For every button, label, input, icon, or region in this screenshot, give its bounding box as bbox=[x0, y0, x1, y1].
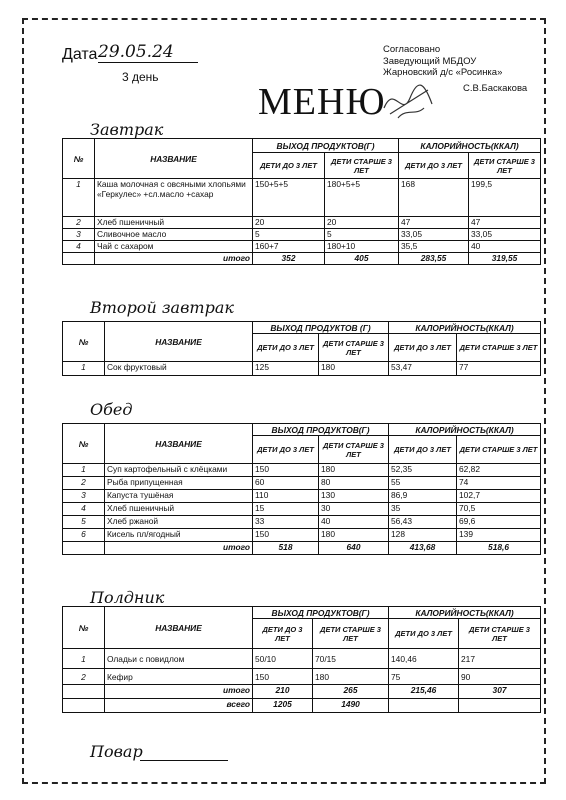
col-over3: ДЕТИ СТАРШЕ 3 ЛЕТ bbox=[457, 334, 541, 362]
row-name: Каша молочная с овсяными хлопьями «Геркулес» +сл.масло +сахар bbox=[95, 179, 253, 217]
col-cal: КАЛОРИЙНОСТЬ(ККАЛ) bbox=[389, 607, 541, 619]
row-c1: 140,46 bbox=[389, 649, 459, 669]
row-name: Хлеб ржаной bbox=[105, 516, 253, 529]
row-c1: 53,47 bbox=[389, 362, 457, 376]
snack-table bbox=[62, 606, 541, 713]
row-num: 6 bbox=[63, 529, 105, 542]
row-c1: 86,9 bbox=[389, 490, 457, 503]
row-c2: 69,6 bbox=[457, 516, 541, 529]
row-y1: 5 bbox=[253, 229, 325, 241]
col-under3: ДЕТИ ДО 3 ЛЕТ bbox=[399, 153, 469, 179]
row-c1: 35 bbox=[389, 503, 457, 516]
total-label: итого bbox=[95, 253, 253, 265]
total-c2: 319,55 bbox=[469, 253, 541, 265]
section-title-snack: Полдник bbox=[90, 588, 165, 607]
col-name: НАЗВАНИЕ bbox=[105, 607, 253, 649]
table-row bbox=[63, 241, 541, 253]
page-title: МЕНЮ bbox=[258, 81, 386, 123]
row-y2: 20 bbox=[325, 217, 399, 229]
row-name: Суп картофельный с клёцками bbox=[105, 464, 253, 477]
col-num: № bbox=[63, 424, 105, 464]
row-y2: 70/15 bbox=[313, 649, 389, 669]
approval-line: Жарновский д/с «Росинка» bbox=[383, 67, 503, 78]
row-name: Кисель пл/ягодный bbox=[105, 529, 253, 542]
table-row bbox=[63, 229, 541, 241]
table-row bbox=[63, 179, 541, 217]
second-breakfast-table bbox=[62, 321, 541, 376]
row-c1: 168 bbox=[399, 179, 469, 217]
row-c2: 62,82 bbox=[457, 464, 541, 477]
row-y2: 80 bbox=[319, 477, 389, 490]
col-under3: ДЕТИ ДО 3 ЛЕТ bbox=[253, 436, 319, 464]
table-row bbox=[63, 503, 541, 516]
col-over3: ДЕТИ СТАРШЕ 3 ЛЕТ bbox=[319, 334, 389, 362]
row-num: 1 bbox=[63, 362, 105, 376]
row-c1: 33,05 bbox=[399, 229, 469, 241]
date-value: 29.05.24 bbox=[98, 42, 198, 63]
total-c2: 518,6 bbox=[457, 542, 541, 555]
row-name: Капуста тушёная bbox=[105, 490, 253, 503]
col-under3: ДЕТИ ДО 3 ЛЕТ bbox=[253, 153, 325, 179]
row-y2: 180 bbox=[319, 362, 389, 376]
total-c2: 307 bbox=[459, 685, 541, 699]
grand-total-label: всего bbox=[105, 699, 253, 713]
col-over3: ДЕТИ СТАРШЕ 3 ЛЕТ bbox=[459, 619, 541, 649]
row-num: 2 bbox=[63, 217, 95, 229]
table-row bbox=[63, 516, 541, 529]
row-num: 4 bbox=[63, 241, 95, 253]
total-label: итого bbox=[105, 542, 253, 555]
col-yield: ВЫХОД ПРОДУКТОВ (Г) bbox=[253, 322, 389, 334]
col-cal: КАЛОРИЙНОСТЬ(ККАЛ) bbox=[389, 322, 541, 334]
table-row bbox=[63, 529, 541, 542]
row-name: Кефир bbox=[105, 669, 253, 685]
total-c1: 215,46 bbox=[389, 685, 459, 699]
row-num: 3 bbox=[63, 229, 95, 241]
col-under3: ДЕТИ ДО 3 ЛЕТ bbox=[253, 619, 313, 649]
col-cal: КАЛОРИЙНОСТЬ(ККАЛ) bbox=[399, 139, 541, 153]
breakfast-table bbox=[62, 138, 541, 265]
table-row bbox=[63, 477, 541, 490]
col-num: № bbox=[63, 322, 105, 362]
row-c1: 35,5 bbox=[399, 241, 469, 253]
row-y1: 33 bbox=[253, 516, 319, 529]
total-y1: 210 bbox=[253, 685, 313, 699]
row-c2: 77 bbox=[457, 362, 541, 376]
row-y1: 20 bbox=[253, 217, 325, 229]
lunch-table bbox=[62, 423, 541, 555]
day-label: 3 день bbox=[122, 70, 159, 84]
row-y1: 150 bbox=[253, 529, 319, 542]
col-over3: ДЕТИ СТАРШЕ 3 ЛЕТ bbox=[325, 153, 399, 179]
col-name: НАЗВАНИЕ bbox=[105, 424, 253, 464]
signature-scribble bbox=[380, 78, 440, 124]
grand-total-y1: 1205 bbox=[253, 699, 313, 713]
total-c1: 413,68 bbox=[389, 542, 457, 555]
total-y1: 352 bbox=[253, 253, 325, 265]
row-c2: 33,05 bbox=[469, 229, 541, 241]
row-c2: 199,5 bbox=[469, 179, 541, 217]
col-over3: ДЕТИ СТАРШЕ 3 ЛЕТ bbox=[313, 619, 389, 649]
row-y2: 180+5+5 bbox=[325, 179, 399, 217]
table-row bbox=[63, 490, 541, 503]
row-num: 3 bbox=[63, 490, 105, 503]
col-yield: ВЫХОД ПРОДУКТОВ(Г) bbox=[253, 139, 399, 153]
row-y1: 50/10 bbox=[253, 649, 313, 669]
row-c2: 102,7 bbox=[457, 490, 541, 503]
row-c2: 74 bbox=[457, 477, 541, 490]
row-num: 1 bbox=[63, 179, 95, 217]
row-y2: 180 bbox=[313, 669, 389, 685]
row-y1: 160+7 bbox=[253, 241, 325, 253]
row-name: Хлеб пшеничный bbox=[95, 217, 253, 229]
row-y2: 130 bbox=[319, 490, 389, 503]
total-y2: 405 bbox=[325, 253, 399, 265]
row-y2: 180 bbox=[319, 529, 389, 542]
section-title-lunch: Обед bbox=[90, 400, 133, 419]
row-y1: 150 bbox=[253, 464, 319, 477]
row-y2: 40 bbox=[319, 516, 389, 529]
table-row bbox=[63, 649, 541, 669]
section-title-breakfast: Завтрак bbox=[90, 120, 164, 139]
row-c1: 75 bbox=[389, 669, 459, 685]
total-y1: 518 bbox=[253, 542, 319, 555]
col-name: НАЗВАНИЕ bbox=[105, 322, 253, 362]
row-c2: 40 bbox=[469, 241, 541, 253]
row-y1: 125 bbox=[253, 362, 319, 376]
col-over3: ДЕТИ СТАРШЕ 3 ЛЕТ bbox=[457, 436, 541, 464]
grand-total-y2: 1490 bbox=[313, 699, 389, 713]
section-title-second-breakfast: Второй завтрак bbox=[90, 298, 234, 317]
row-y1: 150+5+5 bbox=[253, 179, 325, 217]
row-c2: 70,5 bbox=[457, 503, 541, 516]
row-y1: 60 bbox=[253, 477, 319, 490]
col-num: № bbox=[63, 607, 105, 649]
approval-line: Согласовано bbox=[383, 44, 441, 55]
approval-block bbox=[383, 44, 528, 94]
row-name: Сливочное масло bbox=[95, 229, 253, 241]
row-num: 4 bbox=[63, 503, 105, 516]
row-y2: 5 bbox=[325, 229, 399, 241]
row-name: Хлеб пшеничный bbox=[105, 503, 253, 516]
approval-name: С.В.Баскакова bbox=[463, 83, 528, 94]
col-under3: ДЕТИ ДО 3 ЛЕТ bbox=[253, 334, 319, 362]
row-num: 2 bbox=[63, 669, 105, 685]
row-c1: 55 bbox=[389, 477, 457, 490]
col-yield: ВЫХОД ПРОДУКТОВ(Г) bbox=[253, 424, 389, 436]
approval-line: Заведующий МБДОУ bbox=[383, 55, 477, 67]
row-y1: 110 bbox=[253, 490, 319, 503]
row-y2: 30 bbox=[319, 503, 389, 516]
row-y1: 15 bbox=[253, 503, 319, 516]
cook-label: Повар bbox=[90, 742, 143, 761]
row-name: Оладьи с повидлом bbox=[105, 649, 253, 669]
table-row bbox=[63, 217, 541, 229]
col-cal: КАЛОРИЙНОСТЬ(ККАЛ) bbox=[389, 424, 541, 436]
col-under3: ДЕТИ ДО 3 ЛЕТ bbox=[389, 619, 459, 649]
row-name: Чай с сахаром bbox=[95, 241, 253, 253]
table-row bbox=[63, 464, 541, 477]
col-over3: ДЕТИ СТАРШЕ 3 ЛЕТ bbox=[469, 153, 541, 179]
col-num: № bbox=[63, 139, 95, 179]
total-y2: 640 bbox=[319, 542, 389, 555]
row-name: Рыба припущенная bbox=[105, 477, 253, 490]
row-y2: 180+10 bbox=[325, 241, 399, 253]
row-c2: 139 bbox=[457, 529, 541, 542]
row-c2: 47 bbox=[469, 217, 541, 229]
row-num: 2 bbox=[63, 477, 105, 490]
row-num: 1 bbox=[63, 464, 105, 477]
row-c1: 128 bbox=[389, 529, 457, 542]
row-c1: 56,43 bbox=[389, 516, 457, 529]
col-under3: ДЕТИ ДО 3 ЛЕТ bbox=[389, 334, 457, 362]
row-num: 5 bbox=[63, 516, 105, 529]
col-over3: ДЕТИ СТАРШЕ 3 ЛЕТ bbox=[319, 436, 389, 464]
total-row bbox=[63, 542, 541, 555]
total-y2: 265 bbox=[313, 685, 389, 699]
row-num: 1 bbox=[63, 649, 105, 669]
row-c1: 52,35 bbox=[389, 464, 457, 477]
row-y1: 150 bbox=[253, 669, 313, 685]
row-y2: 180 bbox=[319, 464, 389, 477]
table-row bbox=[63, 362, 541, 376]
total-c1: 283,55 bbox=[399, 253, 469, 265]
total-row bbox=[63, 685, 541, 699]
row-name: Сок фруктовый bbox=[105, 362, 253, 376]
date-label: Дата bbox=[62, 46, 98, 63]
row-c2: 217 bbox=[459, 649, 541, 669]
grand-total-row bbox=[63, 699, 541, 713]
cook-signature-line bbox=[140, 760, 228, 761]
total-row bbox=[63, 253, 541, 265]
col-name: НАЗВАНИЕ bbox=[95, 139, 253, 179]
col-yield: ВЫХОД ПРОДУКТОВ(Г) bbox=[253, 607, 389, 619]
row-c1: 47 bbox=[399, 217, 469, 229]
row-c2: 90 bbox=[459, 669, 541, 685]
table-row bbox=[63, 669, 541, 685]
total-label: итого bbox=[105, 685, 253, 699]
col-under3: ДЕТИ ДО 3 ЛЕТ bbox=[389, 436, 457, 464]
